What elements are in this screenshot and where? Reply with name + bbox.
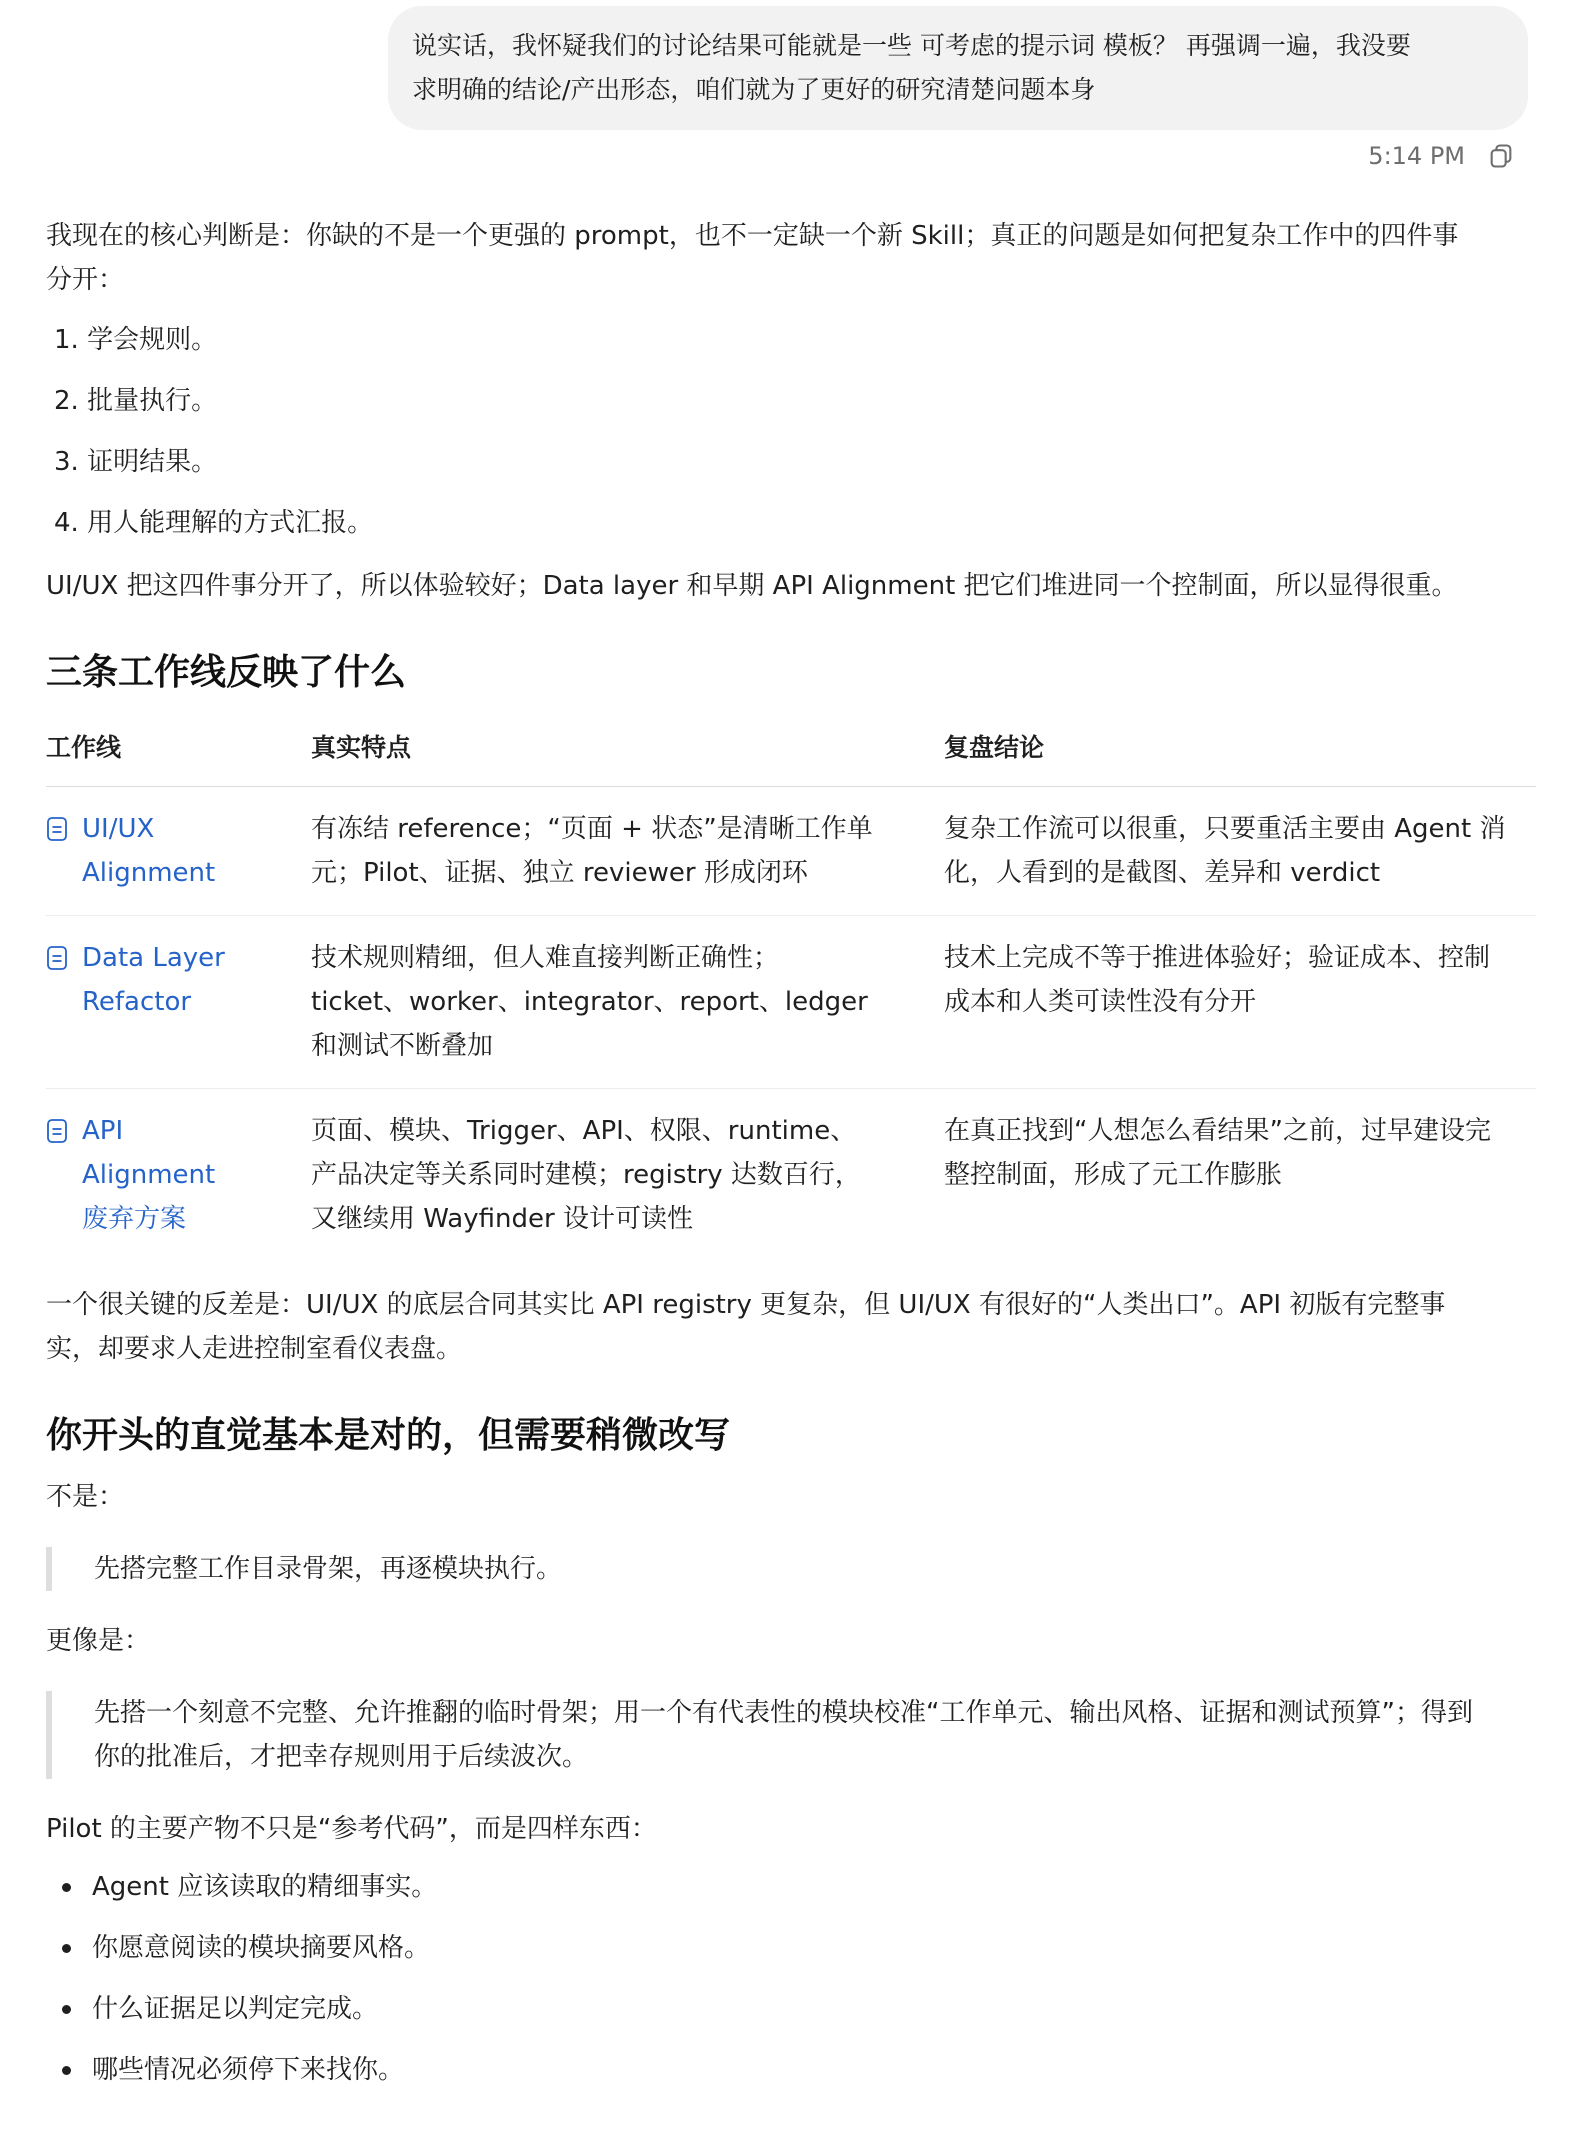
section-heading: 三条工作线反映了什么 (46, 652, 407, 693)
document-icon (46, 1118, 68, 1144)
list-item: 2. 批量执行。 (54, 386, 218, 416)
table-header: 复盘结论 (944, 720, 1536, 787)
intro-line: 分开： (46, 265, 125, 295)
link-text-line: Data Layer (82, 943, 225, 973)
link-text-line: UI/UX (82, 814, 155, 844)
list-item: 什么证据足以判定完成。 (46, 1987, 1536, 2048)
list-item: 哪些情况必须停下来找你。 (46, 2048, 1536, 2109)
pilot-outputs-list (46, 1865, 1536, 2109)
contrast-line: 实，却要求人走进控制室看仪表盘。 (46, 1334, 463, 1364)
steps-list (46, 318, 1536, 562)
message-meta (1368, 142, 1515, 170)
table-cell: 技术规则精细，但人难直接判断正确性； ticket、worker、integrator、report、ledger 和测试不断叠加 (311, 916, 944, 1089)
assistant-answer (46, 214, 1536, 2109)
user-message-line: 求明确的结论/产出形态，咱们就为了更好的研究清楚问题本身 (412, 75, 1096, 104)
table-cell: 复杂工作流可以很重，只要重活主要由 Agent 消 化，人看到的是截图、差异和 verdict (944, 787, 1536, 916)
doc-link-api-alignment[interactable] (46, 1109, 299, 1241)
list-item: 你愿意阅读的模块摘要风格。 (46, 1926, 1536, 1987)
pilot-intro: Pilot 的主要产物不只是“参考代码”，而是四样东西： (46, 1814, 657, 1844)
more-like-label: 更像是： (46, 1626, 151, 1656)
contrast-line: 一个很关键的反差是：UI/UX 的底层合同其实比 API registry 更复杂，但 UI/UX 有很好的“人类出口”。API 初版有完整事 (46, 1290, 1446, 1320)
table-row (46, 1089, 1536, 1262)
user-message-line: 说实话，我怀疑我们的讨论结果可能就是一些 可考虑的提示词 模板？ 再强调一遍，我没要 (412, 31, 1411, 60)
quote-block (46, 1547, 1536, 1591)
table-row (46, 916, 1536, 1089)
not-label: 不是： (46, 1482, 125, 1512)
link-text-line: API (82, 1116, 124, 1146)
link-text-line: 废弃方案 (82, 1204, 187, 1234)
quote-text: 你的批准后，才把幸存规则用于后续波次。 (94, 1742, 589, 1772)
user-message-bubble (388, 6, 1528, 130)
link-text-line: Alignment (82, 1160, 216, 1190)
summary-paragraph: UI/UX 把这四件事分开了，所以体验较好；Data layer 和早期 API Alignment 把它们堆进同一个控制面，所以显得很重。 (46, 571, 1458, 601)
document-icon (46, 816, 68, 842)
table-row (46, 787, 1536, 916)
table-cell: 技术上完成不等于推进体验好；验证成本、控制 成本和人类可读性没有分开 (944, 916, 1536, 1089)
contrast-paragraph (46, 1283, 1536, 1371)
quote-text: 先搭完整工作目录骨架，再逐模块执行。 (94, 1554, 563, 1584)
doc-link-uiux[interactable] (46, 807, 299, 895)
document-icon (46, 945, 68, 971)
table-cell: 有冻结 reference；“页面 + 状态”是清晰工作单 元；Pilot、证据、独立 reviewer 形成闭环 (311, 787, 944, 916)
quote-block (46, 1691, 1536, 1779)
worklines-table (46, 720, 1536, 1261)
section-heading: 你开头的直觉基本是对的，但需要稍微改写 (46, 1415, 731, 1456)
link-text-line: Refactor (82, 987, 192, 1017)
table-cell: 页面、模块、Trigger、API、权限、runtime、 产品决定等关系同时建模；registry 达数百行， 又继续用 Wayfinder 设计可读性 (311, 1116, 861, 1234)
table-cell: 在真正找到“人想怎么看结果”之前，过早建设完 整控制面，形成了元工作膨胀 (944, 1116, 1491, 1190)
list-item: 4. 用人能理解的方式汇报。 (54, 508, 374, 538)
intro-paragraph (46, 214, 1536, 302)
message-timestamp: 5:14 PM (1368, 142, 1465, 170)
list-item: 1. 学会规则。 (54, 325, 218, 355)
table-header: 真实特点 (311, 720, 944, 787)
list-item: Agent 应该读取的精细事实。 (46, 1865, 1536, 1926)
table-header: 工作线 (46, 720, 311, 787)
intro-line: 我现在的核心判断是：你缺的不是一个更强的 prompt，也不一定缺一个新 Skill；真正的问题是如何把复杂工作中的四件事 (46, 221, 1459, 251)
copy-icon[interactable] (1487, 142, 1515, 170)
doc-link-data-layer[interactable] (46, 936, 299, 1024)
list-item: 3. 证明结果。 (54, 447, 218, 477)
link-text-line: Alignment (82, 858, 216, 888)
quote-text: 先搭一个刻意不完整、允许推翻的临时骨架；用一个有代表性的模块校准“工作单元、输出风格、证据和测试预算”；得到 (94, 1698, 1473, 1728)
